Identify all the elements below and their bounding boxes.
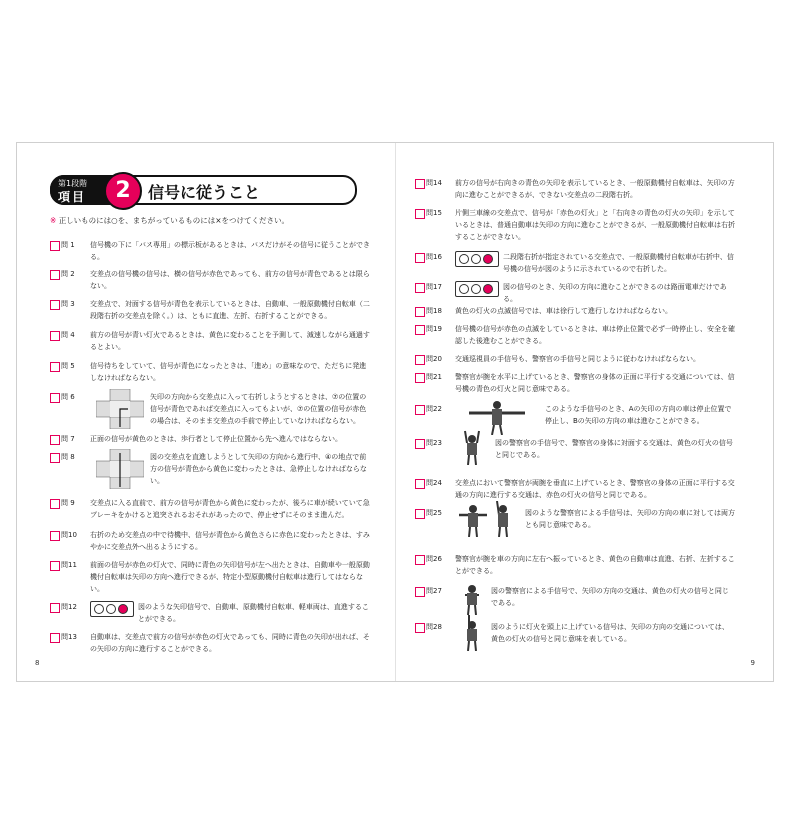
question-text: 図の警察官の手信号で、警察官の身体に対面する交通は、黄色の灯火の信号と同じである。	[495, 439, 733, 459]
signal-lamp	[483, 284, 493, 294]
traffic-signal	[90, 601, 134, 617]
question-number: 問24	[426, 479, 442, 487]
signal-lamp	[471, 254, 481, 264]
section-header	[50, 175, 357, 205]
question-number: 問20	[426, 355, 442, 363]
question-text: 前方の信号が青い灯火であるときは、黄色に変わることを予測して、減速しながら通過するとよい。	[90, 331, 370, 351]
question-text: 図の警察官による手信号で、矢印の方向の交通は、黄色の灯火の信号と同じである。	[491, 587, 729, 607]
question-text: 交差点の信号機の信号は、横の信号が赤色であっても、前方の信号が青色であるとは限らない。	[90, 270, 370, 290]
question-number: 問 7	[61, 435, 75, 443]
signal-lamp	[94, 604, 104, 614]
signal-lamp	[471, 284, 481, 294]
answer-checkbox[interactable]	[50, 531, 60, 541]
question-number: 問22	[426, 405, 442, 413]
question-number: 問10	[61, 531, 77, 539]
question-text: 二段階右折が指定されている交差点で、一般原動機付自転車が右折中、信号機の信号が図のように示されているので右折した。	[503, 253, 734, 273]
question-text: 図のような矢印信号で、自動車、原動機付自転車、軽車両は、直進することができる。	[138, 603, 369, 623]
instruction	[50, 215, 289, 226]
answer-checkbox[interactable]	[415, 253, 425, 263]
answer-checkbox[interactable]	[50, 435, 60, 445]
question-number: 問25	[426, 509, 442, 517]
officer-figure	[459, 615, 485, 651]
traffic-signal	[455, 251, 499, 267]
answer-checkbox[interactable]	[50, 241, 60, 251]
answer-checkbox[interactable]	[50, 331, 60, 341]
answer-checkbox[interactable]	[415, 355, 425, 365]
book-spread	[16, 142, 774, 682]
answer-checkbox[interactable]	[415, 439, 425, 449]
page-title: 信号に従うこと	[148, 183, 261, 202]
answer-checkbox[interactable]	[415, 587, 425, 597]
answer-checkbox[interactable]	[50, 561, 60, 571]
answer-checkbox[interactable]	[415, 179, 425, 189]
question-number: 問13	[61, 633, 77, 641]
answer-checkbox[interactable]	[50, 499, 60, 509]
question-text: 矢印の方向から交差点に入って右折しようとするときは、⑦の位置の信号が青色であれば交差点に入ってもよいが、⑦の位置の信号が赤色の場合は、そのまま交差点の手前で停止していなければならない。	[150, 393, 367, 425]
question-number: 問16	[426, 253, 442, 261]
question-text: 信号機の下に「バス専用」の標示板があるときは、バスだけがその信号に従うことができる。	[90, 241, 370, 261]
question-number: 問23	[426, 439, 442, 447]
page-number: 8	[35, 659, 40, 667]
question-text: 正面の信号が黄色のときは、歩行者として停止位置から先へ進んではならない。	[90, 435, 342, 443]
note-mark: ※	[50, 216, 57, 225]
left-page	[17, 143, 396, 681]
answer-checkbox[interactable]	[415, 509, 425, 519]
question-text: 交差点で、対面する信号が青色を表示しているときは、自動車、一般原動機付自転車（二段階右折の交差点を除く。）は、ともに直進、左折、右折することができる。	[90, 300, 370, 320]
question-text: 信号待ちをしていて、信号が青色になったときは、「進め」の意味なので、ただちに発進しなければならない。	[90, 362, 367, 382]
answer-checkbox[interactable]	[50, 270, 60, 280]
question-text: 黄色の灯火の点滅信号では、車は徐行して進行しなければならない。	[455, 307, 672, 315]
answer-checkbox[interactable]	[415, 555, 425, 565]
question-number: 問 5	[61, 362, 75, 370]
answer-checkbox[interactable]	[415, 373, 425, 383]
page-number: 9	[750, 659, 755, 667]
question-number: 問11	[61, 561, 77, 569]
question-number: 問14	[426, 179, 442, 187]
question-text: 図の信号のとき、矢印の方向に進むことができるのは路面電車だけである。	[503, 283, 727, 303]
question-number: 問21	[426, 373, 442, 381]
level-badge	[50, 175, 110, 205]
question-number: 問 1	[61, 241, 75, 249]
question-text: 自動車は、交差点で前方の信号が赤色の灯火であっても、同時に青色の矢印が出れば、その矢印の方向に進行することができる。	[90, 633, 370, 653]
question-number: 問17	[426, 283, 442, 291]
answer-checkbox[interactable]	[50, 603, 60, 613]
signal-lamp	[459, 254, 469, 264]
answer-checkbox[interactable]	[50, 393, 60, 403]
officer-figure	[457, 429, 487, 465]
answer-checkbox[interactable]	[415, 307, 425, 317]
signal-lamp	[118, 604, 128, 614]
signal-lamp	[483, 254, 493, 264]
question-number: 問 8	[61, 453, 75, 461]
question-text: 前方の信号が右向きの青色の矢印を表示しているとき、一般原動機付自転車は、矢印の方向に進むことができるが、できない交差点の二段階右折。	[455, 179, 735, 199]
question-text: 右折のため交差点の中で待機中、信号が青色から黄色さらに赤色に変わったときは、すみやかに交差点外へ出るようにする。	[90, 531, 370, 551]
question-text: 前面の信号が赤色の灯火で、同時に青色の矢印信号が左へ出たときは、自動車や一般原動機付自転車は矢印の方向へ進行できるが、特定小型原動機付自転車は進行してはならない。	[90, 561, 370, 593]
question-number: 問 6	[61, 393, 75, 401]
answer-checkbox[interactable]	[50, 453, 60, 463]
question-text: 図の交差点を直進しようとして矢印の方向から進行中、④の地点で前方の信号が青色から黄色に変わったときは、急停止しなければならない。	[150, 453, 367, 485]
question-text: 交差点において警察官が両腕を垂直に上げているとき、警察官の身体の正面に平行する交通の方向に進行する交通は、赤色の灯火の信号と同じである。	[455, 479, 735, 499]
question-number: 問 4	[61, 331, 75, 339]
question-number: 問 9	[61, 499, 75, 507]
question-text: 片側三車線の交差点で、信号が「赤色の灯火」と「右向きの青色の灯火の矢印」を示しているときは、普通自動車は矢印の方向に進むことができるが、一般原動機付自転車は右折することができない。	[455, 209, 735, 241]
answer-checkbox[interactable]	[50, 633, 60, 643]
question-text: 図のような警察官による手信号は、矢印の方向の車に対しては両方とも同じ意味である。	[525, 509, 735, 529]
officer-figure	[457, 501, 519, 537]
question-number: 問 3	[61, 300, 75, 308]
answer-checkbox[interactable]	[415, 405, 425, 415]
instruction-text: 正しいものには○を、まちがっているものには×をつけてください。	[58, 216, 290, 225]
signal-lamp	[459, 284, 469, 294]
question-number: 問 2	[61, 270, 75, 278]
question-number: 問15	[426, 209, 442, 217]
question-text: 交差点に入る直前で、前方の信号が青色から黄色に変わったが、後ろに車が続いていて急ブレーキをかけると追突されるおそれがあったので、停止せずにそのまま進んだ。	[90, 499, 370, 519]
intersection-figure	[96, 449, 144, 489]
right-page	[395, 143, 773, 681]
question-text: 信号機の信号が赤色の点滅をしているときは、車は停止位置で必ず一時停止し、安全を確認した後進むことができる。	[455, 325, 735, 345]
signal-lamp	[106, 604, 116, 614]
item-number: 2	[104, 172, 142, 210]
answer-checkbox[interactable]	[50, 362, 60, 372]
answer-checkbox[interactable]	[415, 623, 425, 633]
item-label: 項目	[58, 190, 87, 204]
question-number: 問12	[61, 603, 77, 611]
intersection-figure	[96, 389, 144, 429]
question-number: 問18	[426, 307, 442, 315]
question-text: 警察官が腕を車の方向に左右へ振っているとき、黄色の自動車は直進、右折、左折することができる。	[455, 555, 735, 575]
question-number: 問27	[426, 587, 442, 595]
answer-checkbox[interactable]	[415, 209, 425, 219]
question-number: 問19	[426, 325, 442, 333]
level-label: 第1段階	[58, 179, 88, 188]
question-text: このような手信号のとき、Aの矢印の方向の車は停止位置で停止し、Bの矢印の方向の車は進むことができる。	[545, 405, 732, 425]
answer-checkbox[interactable]	[415, 325, 425, 335]
answer-checkbox[interactable]	[415, 283, 425, 293]
answer-checkbox[interactable]	[50, 300, 60, 310]
answer-checkbox[interactable]	[415, 479, 425, 489]
question-number: 問28	[426, 623, 442, 631]
question-text: 交通巡視員の手信号も、警察官の手信号と同じように従わなければならない。	[455, 355, 700, 363]
question-text: 図のように灯火を頭上に上げている信号は、矢印の方向の交通については、黄色の灯火の信号と同じ意味を表している。	[491, 623, 729, 643]
question-number: 問26	[426, 555, 442, 563]
traffic-signal	[455, 281, 499, 297]
question-text: 警察官が腕を水平に上げているとき、警察官の身体の正面に平行する交通については、信号機の青色の灯火と同じ意味である。	[455, 373, 735, 393]
officer-figure	[459, 581, 485, 615]
